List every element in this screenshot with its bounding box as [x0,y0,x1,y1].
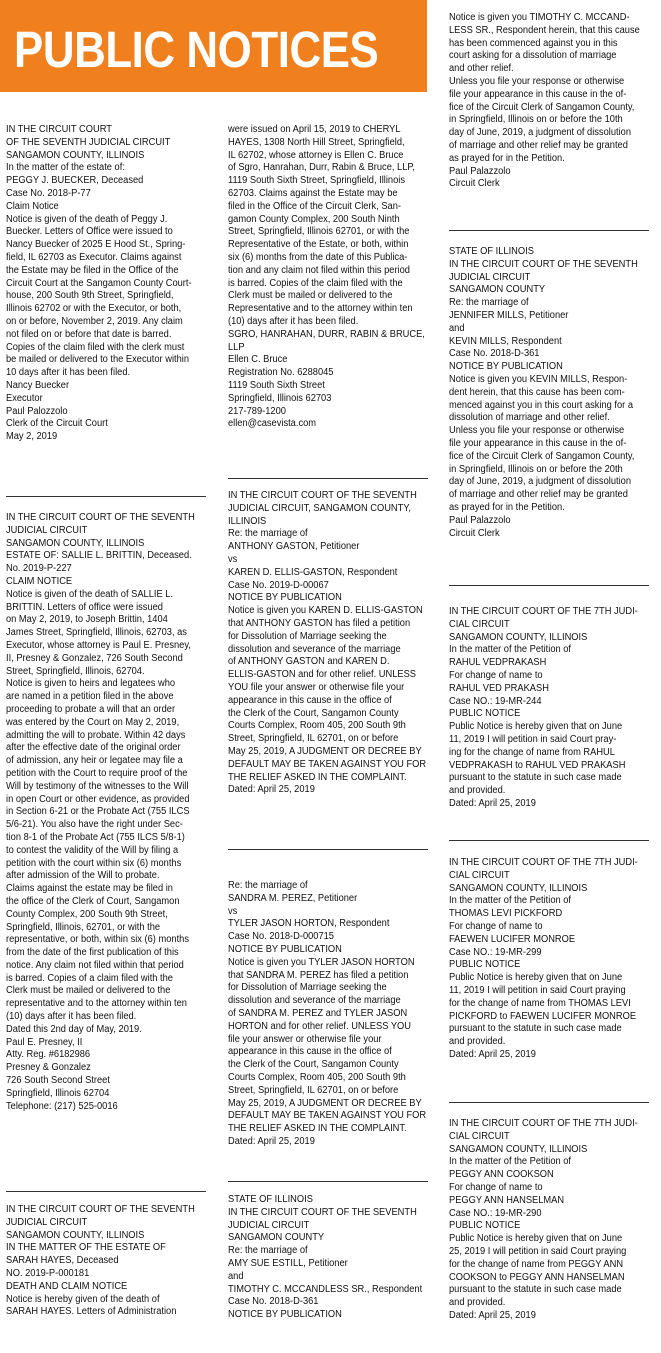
notice-line: STATE OF ILLINOIS [449,246,534,257]
notice-line: pursuant to the statute in such case made [449,1284,622,1296]
notice-line: on or before, November 2, 2019. Any claim [6,315,183,327]
notice-line: Circuit Clerk [449,527,500,539]
notice-divider [228,478,428,479]
notice-line: STATE OF ILLINOIS [228,1194,313,1205]
notice-line: IN THE CIRCUIT COURT OF THE SEVENTH [228,1206,417,1218]
notice-line: Public Notice is hereby given that on June [449,972,623,984]
notice-divider [228,1181,428,1182]
notice-line: DEATH AND CLAIM NOTICE [6,1280,128,1292]
notice-line: DEFAULT MAY BE TAKEN AGAINST YOU FOR [228,758,427,770]
notice-line: JUDICIAL CIRCUIT [228,1219,310,1231]
notice-line: as prayed for in the Petition. [449,501,565,513]
notice-line: CLAIM NOTICE [6,575,73,587]
notice-line: SARAH HAYES, Deceased [6,1255,119,1267]
column-3 [449,12,649,1349]
notice-line: 726 South Second Street [6,1075,110,1087]
notice-line: Paul E. Presney, II [6,1036,83,1048]
notice-block [228,1194,428,1322]
notice-line: Ellen C. Bruce [228,354,288,366]
notice-line: ELLIS-GASTON and for other relief. UNLESS [228,669,416,681]
notice-line: SANGAMON COUNTY [228,1232,325,1244]
notice-line: file your appearance in this cause in the of- [449,88,627,100]
notice-block [6,124,206,444]
notice-line: of ANTHONY GASTON and KAREN D. [228,656,390,668]
notice-line: Notice is hereby given of the death of [6,1293,160,1305]
notice-line: JUDICIAL CIRCUIT [6,1216,88,1228]
notice-line: SANDRA M. PEREZ, Petitioner [228,892,358,904]
notice-line: Notice is given you TIMOTHY C. MCCAND- [449,12,630,23]
notice-line: Illinois 62702 or with the Executor, or both, [6,303,182,315]
notice-line: Notice is given of the death of SALLIE L. [6,588,173,600]
notice-line: court asking for a dissolution of marriage [449,50,617,62]
notice-line: for the change of name from THOMAS LEVI [449,997,631,1009]
notice-line: Presney & Gonzalez [6,1062,91,1074]
notice-line: (10) days after it has been filed. [6,1011,137,1023]
notice-line: the Clerk of the Court, Sangamon County [228,707,399,719]
notice-line: Nancy Buecker of 2025 E Hood St., Spring- [6,239,186,251]
notice-block [449,857,649,1062]
notice-line: after admission of the Will to probate. [6,870,160,882]
notice-line: 62703. Claims against the Estate may be [228,187,398,199]
notice-line: SANGAMON COUNTY, ILLINOIS [449,882,588,894]
notice-line: dissolution of marriage and other relief. [449,412,610,424]
notice-line: Clerk must be mailed or delivered to the [228,290,393,302]
notice-line: 5/6-21). You also have the right under Sec- [6,819,183,831]
header-banner [0,0,427,92]
notice-line: IN THE CIRCUIT COURT OF THE SEVENTH [228,490,417,501]
notice-line: SANGAMON COUNTY [449,284,546,296]
notice-line: tion 8-1 of the Probate Act (755 ILCS 5/8-1) [6,831,185,843]
notice-line: Case No. 2018-P-77 [6,187,91,199]
notice-line: PEGGY J. BUECKER, Deceased [6,175,144,187]
notice-line: LLP [228,341,245,353]
notice-line: Circuit Clerk [449,178,500,190]
notice-line: TIMOTHY C. MCCANDLESS SR., Respondent [228,1283,423,1295]
notice-line: OF THE SEVENTH JUDICIAL CIRCUIT [6,136,171,148]
notice-line: No. 2019-P-227 [6,563,72,575]
notice-divider [228,849,428,850]
notice-line: JUDICIAL CIRCUIT [449,271,531,283]
notice-line: representative and to the attorney within ten [6,998,187,1010]
notice-line: pursuant to the statute in such case made [449,772,622,784]
notice-line: in open Court or other evidence, as provided [6,793,190,805]
notice-line: Executor, whose attorney is Paul E. Presney, [6,639,191,651]
notice-line: Executor [6,392,43,404]
notice-line: KEVIN MILLS, Respondent [449,335,562,347]
notice-line: IN THE CIRCUIT COURT OF THE 7TH JUDI- [449,857,638,868]
notice-line: Public Notice is hereby given that on June [449,721,623,733]
notice-line: Case NO.: 19-MR-244 [449,695,542,707]
notice-line: petition with the court within six (6) months [6,857,182,869]
notice-line: NO. 2019-P-000181 [6,1267,90,1279]
notice-line: Street, Springfield, IL 62701, on or before [228,1084,399,1096]
notice-line: ing for the change of name from RAHUL [449,746,615,758]
notice-line: to contest the validity of the Will by filing a [6,844,179,856]
notice-line: Courts Complex, Room 405, 200 South 9th [228,1071,406,1083]
notice-line: Street, Springfield, Illinois, 62704. [6,665,145,677]
notice-line: County Complex, 200 South 9th Street, [6,908,168,920]
notice-line: file your answer or otherwise file your [228,1033,382,1045]
notice-line: JUDICIAL CIRCUIT, SANGAMON COUNTY, [228,502,411,514]
notice-divider [6,496,206,497]
notice-divider [449,230,649,231]
notice-line: VEDPRAKASH to RAHUL VED PRAKASH [449,759,626,771]
notice-line: IL 62702, whose attorney is Ellen C. Bruce [228,149,404,161]
notice-line: 1119 South Sixth Street [228,379,325,391]
notice-line: vs [228,905,238,917]
notice-line: IN THE CIRCUIT COURT OF THE SEVENTH [6,1204,195,1215]
notice-line: NOTICE BY PUBLICATION [449,361,563,373]
notice-line: COOKSON to PEGGY ANN HANSELMAN [449,1271,625,1283]
notice-line: on May 2, 2019, to Joseph Brittin, 1404 [6,614,168,626]
notice-line: NOTICE BY PUBLICATION [228,1309,342,1321]
notice-line: THOMAS LEVI PICKFORD [449,908,563,920]
notice-line: Claim Notice [6,200,59,212]
notice-line: For change of name to [449,920,543,932]
notice-line: dissolution and severance of the marriage [228,995,401,1007]
notice-line: fice of the Circuit Clerk of Sangamon County, [449,450,635,462]
notice-line: of marriage and other relief may be granted [449,139,628,151]
notice-block [228,124,428,431]
notice-line: Dated: April 25, 2019 [228,784,315,796]
notice-line: and [449,322,465,334]
notice-line: ESTATE OF: SALLIE L. BRITTIN, Deceased. [6,550,192,562]
notice-line: Copies of the claim filed with the clerk must [6,341,185,353]
notice-line: PICKFORD to FAEWEN LUCIFER MONROE [449,1010,637,1022]
notice-line: May 2, 2019 [6,431,58,443]
notice-line: of SANDRA M. PEREZ and TYLER JASON [228,1007,408,1019]
notice-line: Representative and to the attorney within ten [228,303,413,315]
notice-line: after the effective date of the original order [6,742,181,754]
notice-line: Clerk of the Circuit Court [6,418,108,430]
notice-line: gamon County Complex, 200 South Ninth [228,213,400,225]
notice-block [449,1118,649,1323]
notice-line: KAREN D. ELLIS-GASTON, Respondent [228,566,398,578]
notice-line: the Estate may be filed in the Office of the [6,264,179,276]
notice-line: Claims against the estate may be filed in [6,883,173,895]
notice-line: for Dissolution of Marriage seeking the [228,982,387,994]
page-title: PUBLIC NOTICES [14,21,379,78]
notice-line: Case No. 2018-D-000715 [228,931,334,943]
notice-line: Atty. Reg. #6182986 [6,1049,91,1061]
column-1 [6,124,206,1349]
notice-line: HAYES, 1308 North Hill Street, Springfield, [228,136,405,148]
notice-line: proceeding to probate a will that an order [6,703,176,715]
notice-line: ellen@casevista.com [228,418,317,430]
column-2 [228,124,428,1349]
notice-line: Paul Palozzolo [6,405,68,417]
notice-line: CIAL CIRCUIT [449,1130,510,1142]
notice-line: SANGAMON COUNTY, ILLINOIS [6,537,145,549]
notice-line: IN THE CIRCUIT COURT [6,124,112,135]
notice-line: In the matter of the Petition of [449,895,572,907]
notice-line: Nancy Buecker [6,379,70,391]
notice-line: Case No. 2019-D-00067 [228,579,329,591]
notice-line: 1119 South Sixth Street, Springfield, Illinois [228,175,405,187]
notice-line: Street, Springfield, Illinois 62701, or with the [228,226,410,238]
notice-line: May 25, 2019, A JUDGMENT OR DECREE BY [228,745,422,757]
notice-line: Re: the marriage of [228,528,308,540]
notice-line: that ANTHONY GASTON has filed a petition [228,617,411,629]
notice-line: Springfield, Illinois 62703 [228,392,332,404]
notice-line: For change of name to [449,1181,543,1193]
notice-line: dent herein, that this cause has been com- [449,386,625,398]
notice-line: of Sgro, Hanrahan, Durr, Rabin & Bruce, LLP, [228,162,415,174]
notice-line: Paul Palazzolo [449,514,511,526]
notice-line: HORTON and for other relief. UNLESS YOU [228,1020,411,1032]
notice-line: the office of the Clerk of Court, Sangamon [6,895,180,907]
notice-divider [449,840,649,841]
notice-line: Telephone: (217) 525-0016 [6,1100,118,1112]
notice-line: in Springfield, Illinois on or before the 20th [449,463,623,475]
notice-line: menced against you in this court asking for a [449,399,634,411]
notice-line: AMY SUE ESTILL, Petitioner [228,1257,348,1269]
notice-line: in Section 6-21 or the Probate Act (755 ILCS [6,806,190,818]
notice-line: Re: the marriage of [228,880,308,891]
notice-line: SANGAMON COUNTY, ILLINOIS [449,631,588,643]
notice-line: Notice is given you KAREN D. ELLIS-GASTON [228,605,423,617]
notice-line: 217-789-1200 [228,405,286,417]
notice-line: Springfield, Illinois, 62701, or with the [6,921,161,933]
notice-line: vs [228,553,238,565]
notice-line: In the matter of the Petition of [449,644,572,656]
notice-block [449,246,649,540]
notice-line: day of June, 2019, a judgment of dissolution [449,127,632,139]
notice-line: THE RELIEF ASKED IN THE COMPLAINT. [228,1123,407,1135]
notice-line: Unless you file your response or otherwise [449,75,625,87]
notice-line: IN THE CIRCUIT COURT OF THE 7TH JUDI- [449,1118,638,1129]
notice-line: Street, Springfield, IL 62701, on or before [228,733,399,745]
notice-line: petition with the Court to require proof of the [6,767,188,779]
notice-line: Notice is given of the death of Peggy J. [6,213,168,225]
notice-line: SARAH HAYES. Letters of Administration [6,1306,177,1318]
notice-line: In the matter of the estate of: [6,162,125,174]
notice-line: IN THE MATTER OF THE ESTATE OF [6,1242,166,1254]
notice-line: Dated this 2nd day of May, 2019. [6,1023,142,1035]
notice-line: TYLER JASON HORTON, Respondent [228,918,390,930]
notice-block [6,1204,206,1319]
notice-line: Circuit Court at the Sangamon County Court- [6,277,192,289]
notice-line: and [228,1270,244,1282]
notice-divider [449,1102,649,1103]
notice-line: CIAL CIRCUIT [449,618,510,630]
notice-line: RAHUL VEDPRAKASH [449,657,547,669]
notice-line: Re: the marriage of [228,1245,308,1257]
notice-line: house, 200 South 9th Street, Springfield, [6,290,174,302]
notice-line: Re: the marriage of [449,297,529,309]
notice-line: were issued on April 15, 2019 to CHERYL [228,124,401,135]
notice-divider [449,585,649,586]
notice-line: Case No. 2018-D-361 [449,348,540,360]
notice-line: and other relief. [449,63,514,75]
notice-line: IN THE CIRCUIT COURT OF THE SEVENTH [449,258,638,270]
notice-line: ILLINOIS [228,515,267,527]
notice-line: filed in the Office of the Circuit Clerk, San- [228,200,401,212]
notice-line: admitting the will to probate. Within 42 days [6,729,186,741]
notice-line: that SANDRA M. PEREZ has filed a petition [228,969,409,981]
notice-line: YOU file your answer or otherwise file your [228,681,405,693]
notice-line: are named in a petition filed in the above [6,691,174,703]
notice-line: PUBLIC NOTICE [449,1220,521,1232]
notice-line: SANGAMON COUNTY, ILLINOIS [449,1143,588,1155]
notice-line: and provided. [449,785,506,797]
notice-line: is barred. Copies of a claim filed with the [6,972,173,984]
notice-line: Courts Complex, Room 405, 200 South 9th [228,720,406,732]
notice-line: BRITTIN. Letters of office were issued [6,601,163,613]
notice-line: appearance in this cause in the office of [228,1046,392,1058]
notice-line: be mailed or delivered to the Executor within [6,354,190,366]
notice-line: Clerk must be mailed or delivered to the [6,985,171,997]
notice-block [228,880,428,1149]
notice-line: NOTICE BY PUBLICATION [228,592,342,604]
notice-block [449,12,649,191]
notice-line: For change of name to [449,669,543,681]
notice-line: NOTICE BY PUBLICATION [228,943,342,955]
notice-line: is barred. Copies of the claim filed with the [228,277,403,289]
notice-line: 25, 2019 I will petition in said Court praying [449,1245,627,1257]
notice-block [449,606,649,811]
notice-line: Notice is given to heirs and legatees who [6,678,176,690]
notice-line: as prayed for in the Petition. [449,152,565,164]
notice-line: Dated: April 25, 2019 [228,1135,315,1147]
notice-line: RAHUL VED PRAKASH [449,682,549,694]
notice-line: not filed on or before that date is barred. [6,328,172,340]
notice-line: IN THE CIRCUIT COURT OF THE 7TH JUDI- [449,606,638,617]
notice-line: and provided. [449,1297,506,1309]
notice-divider [6,1191,206,1192]
notice-line: Dated: April 25, 2019 [449,1048,536,1060]
notice-line: ANTHONY GASTON, Petitioner [228,541,360,553]
notice-line: Case NO.: 19-MR-290 [449,1207,542,1219]
notice-line: Buecker. Letters of Office were issued to [6,226,173,238]
notice-block [6,512,206,1113]
notice-line: THE RELIEF ASKED IN THE COMPLAINT. [228,771,407,783]
notice-line: day of June, 2019, a judgment of dissolution [449,476,632,488]
notice-line: Unless you file your response or otherwise [449,425,625,437]
notice-line: IN THE CIRCUIT COURT OF THE SEVENTH [6,512,195,523]
notice-line: field, IL 62703 as Executor. Claims against [6,251,182,263]
notice-line: notice. Any claim not filed within that period [6,959,184,971]
notice-line: II, Presney & Gonzalez, 726 South Second [6,652,183,664]
notice-line: SGRO, HANRAHAN, DURR, RABIN & BRUCE, [228,328,425,340]
notice-line: Case NO.: 19-MR-299 [449,946,542,958]
notice-line: Registration No. 6288045 [228,367,334,379]
notice-line: of marriage and other relief may be granted [449,489,628,501]
notice-line: (10) days after it has been filed. [228,315,359,327]
notice-line: 10 days after it has been filed. [6,367,131,379]
notice-line: LESS SR., Respondent herein, that this cause [449,24,640,36]
notice-line: and provided. [449,1036,506,1048]
notice-line: file your appearance in this cause in the of- [449,437,627,449]
notice-line: pursuant to the statute in such case made [449,1023,622,1035]
notice-line: Will by testimony of the witnesses to the Will [6,780,189,792]
notice-line: fice of the Circuit Clerk of Sangamon County, [449,101,635,113]
notice-line: appearance in this cause in the office of [228,694,392,706]
notice-line: PEGGY ANN COOKSON [449,1169,554,1181]
notice-line: dissolution and severance of the marriage [228,643,401,655]
notice-line: JUDICIAL CIRCUIT [6,524,88,536]
notice-line: from the date of the first publication of this [6,947,179,959]
notice-line: six (6) months from the date of this Publica- [228,251,408,263]
notice-line: Notice is given you KEVIN MILLS, Respon- [449,373,628,385]
notice-line: for Dissolution of Marriage seeking the [228,630,387,642]
notice-line: Notice is given you TYLER JASON HORTON [228,956,415,968]
notice-line: Paul Palazzolo [449,165,511,177]
notice-line: Dated: April 25, 2019 [449,797,536,809]
notice-line: Representative of the Estate, or both, within [228,239,409,251]
notice-line: SANGAMON COUNTY, ILLINOIS [6,149,145,161]
notice-line: May 25, 2019, A JUDGMENT OR DECREE BY [228,1097,422,1109]
notice-line: Public Notice is hereby given that on June [449,1233,623,1245]
notice-line: PEGGY ANN HANSELMAN [449,1194,565,1206]
notice-line: PUBLIC NOTICE [449,959,521,971]
notice-line: PUBLIC NOTICE [449,708,521,720]
notice-line: 11, 2019 I will petition in said Court praying [449,984,626,996]
notice-line: the Clerk of the Court, Sangamon County [228,1059,399,1071]
notice-line: Dated: April 25, 2019 [449,1309,536,1321]
notice-line: 11, 2019 I will petition in said Court pray- [449,733,617,745]
notice-line: SANGAMON COUNTY, ILLINOIS [6,1229,145,1241]
notice-line: representative, or both, within six (6) months [6,934,189,946]
notice-line: DEFAULT MAY BE TAKEN AGAINST YOU FOR [228,1110,427,1122]
notice-line: was entered by the Court on May 2, 2019, [6,716,180,728]
notice-line: James Street, Springfield, Illinois, 62703, as [6,627,187,639]
notice-line: CIAL CIRCUIT [449,869,510,881]
notice-line: Springfield, Illinois 62704 [6,1087,110,1099]
notice-line: In the matter of the Petition of [449,1156,572,1168]
notice-line: Case No. 2018-D-361 [228,1296,319,1308]
notice-line: has been commenced against you in this [449,37,618,49]
notice-line: tion and any claim not filed within this period [228,264,410,276]
notice-line: of admission, any heir or legatee may file a [6,755,183,767]
notice-line: for the change of name from PEGGY ANN [449,1258,624,1270]
notice-line: in Springfield, Illinois on or before the 10th [449,114,623,126]
notice-line: JENNIFER MILLS, Petitioner [449,309,569,321]
notice-line: FAEWEN LUCIFER MONROE [449,933,576,945]
notice-block [228,490,428,797]
